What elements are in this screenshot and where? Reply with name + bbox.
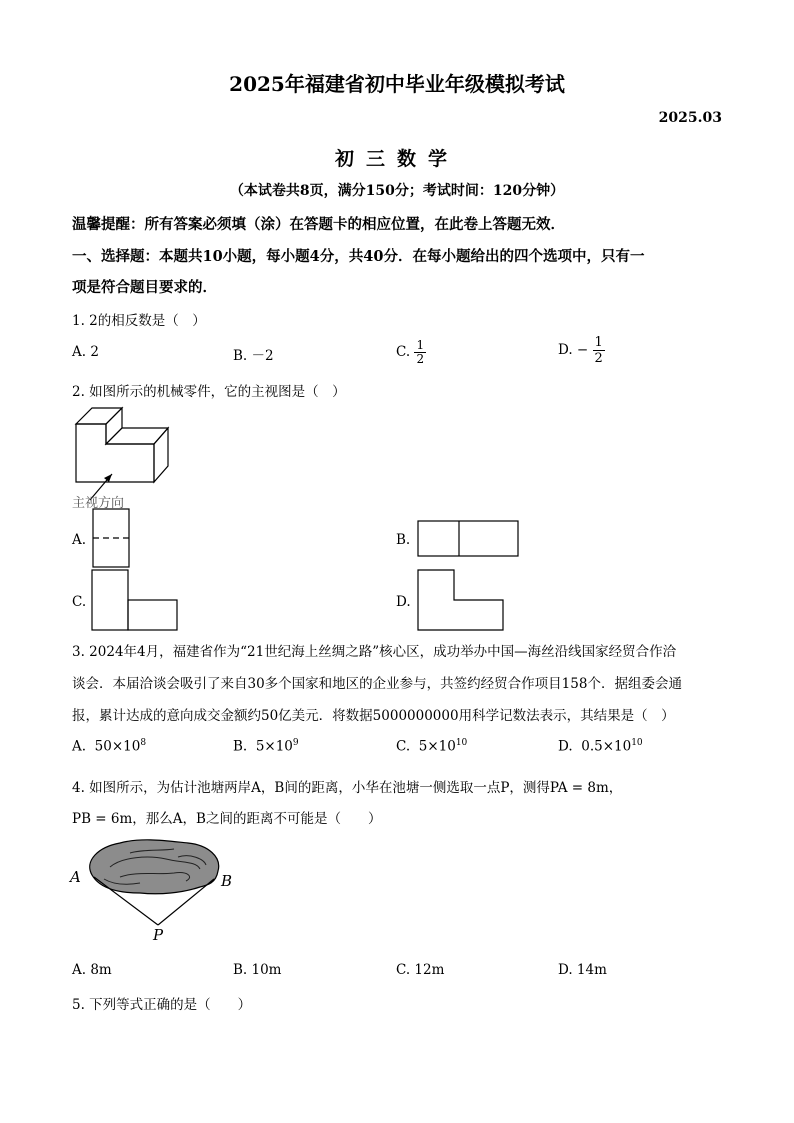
q2-option-a-figure xyxy=(91,507,133,571)
q3-a-label: A. xyxy=(72,738,87,755)
q4-option-c: C. 12m xyxy=(396,962,445,978)
q2-option-c-label: C. xyxy=(72,594,87,610)
q2-option-b-label: B. xyxy=(396,532,411,548)
q3-c-base: 5×10 xyxy=(418,738,456,755)
q4-option-b: B. 10m xyxy=(233,962,282,978)
section-instruction-line2: 项是符合题目要求的． xyxy=(72,279,217,296)
q3-d-label: D. xyxy=(558,738,573,755)
q1-d-numerator: 1 xyxy=(594,335,603,350)
q3-b-exponent: 9 xyxy=(292,738,299,748)
q1-option-b: B. －2 xyxy=(233,348,274,364)
subject-title: 初三数学 xyxy=(334,148,459,170)
q2-option-d-label: D. xyxy=(396,594,411,610)
q3-b-base: 5×10 xyxy=(255,738,293,755)
q1-c-denominator: 2 xyxy=(416,352,425,366)
q1-option-d xyxy=(558,335,605,366)
section-instruction-line1: 一、选择题：本题共10小题，每小题4分，共40分．在每小题给出的四个选项中，只有一 xyxy=(72,248,645,265)
q3-d-exponent: 10 xyxy=(631,738,643,748)
q2-option-c-figure xyxy=(90,568,182,634)
q3-a-base: 50×10 xyxy=(94,738,141,755)
q4-label-b: B xyxy=(221,872,233,890)
q3-option-c xyxy=(396,738,467,755)
exam-date: 2025.03 xyxy=(658,110,722,126)
q1-option-c-fraction xyxy=(414,339,426,366)
q2-stem: 2. 如图所示的机械零件，它的主视图是（ ） xyxy=(72,384,346,400)
q4-line1: 4. 如图所示，为估计池塘两岸A，B间的距离，小华在池塘一侧选取一点P，测得PA = 8m， xyxy=(72,780,623,796)
q4-label-a: A xyxy=(70,868,81,886)
q4-option-a: A. 8m xyxy=(72,962,112,978)
q2-option-b-figure xyxy=(416,519,522,559)
q3-a-exponent: 8 xyxy=(140,738,147,748)
q3-b-label: B. xyxy=(233,738,248,755)
q3-option-a xyxy=(72,738,146,755)
q3-line2: 谈会．本届洽谈会吸引了来自30多个国家和地区的企业参与，共签约经贸合作项目158个．据组委会通 xyxy=(72,676,682,692)
q3-c-exponent: 10 xyxy=(455,738,468,748)
q3-line3: 报，累计达成的意向成交金额约50亿美元．将数据5000000000用科学记数法表示，其结果是（ ） xyxy=(72,708,675,724)
exam-title: 2025年福建省初中毕业年级模拟考试 xyxy=(229,72,565,96)
q3-option-d xyxy=(558,738,643,755)
q1-option-d-fraction xyxy=(593,335,605,366)
q1-stem: 1. 2的相反数是（ ） xyxy=(72,313,206,329)
q5-stem: 5. 下列等式正确的是（ ） xyxy=(72,997,252,1013)
q3-option-b xyxy=(233,738,299,755)
q2-option-a-label: A. xyxy=(72,532,87,548)
q1-option-a: A. 2 xyxy=(72,344,99,360)
q4-option-d: D. 14m xyxy=(558,962,607,978)
q3-line1: 3. 2024年4月，福建省作为“21世纪海上丝绸之路”核心区，成功举办中国—海丝沿线国家经贸合作洽 xyxy=(72,644,677,660)
q1-option-d-label: D. − xyxy=(558,342,589,358)
q1-option-c xyxy=(396,339,426,366)
q2-view-direction-label: 主视方向 xyxy=(72,496,125,511)
q3-d-base: 0.5×10 xyxy=(581,738,632,755)
q1-c-numerator: 1 xyxy=(416,338,425,352)
q1-d-denominator: 2 xyxy=(594,351,603,366)
q3-c-label: C. xyxy=(396,738,411,755)
reminder: 温馨提醒：所有答案必须填（涂）在答题卡的相应位置，在此卷上答题无效． xyxy=(72,216,565,233)
q1-option-c-label: C. xyxy=(396,344,411,360)
exam-info: （本试卷共8页，满分150分；考试时间：120分钟） xyxy=(229,183,565,199)
q4-line2: PB = 6m，那么A，B之间的距离不可能是（ ） xyxy=(72,811,382,827)
q4-label-p: P xyxy=(153,926,164,944)
q2-option-d-figure xyxy=(416,568,508,634)
